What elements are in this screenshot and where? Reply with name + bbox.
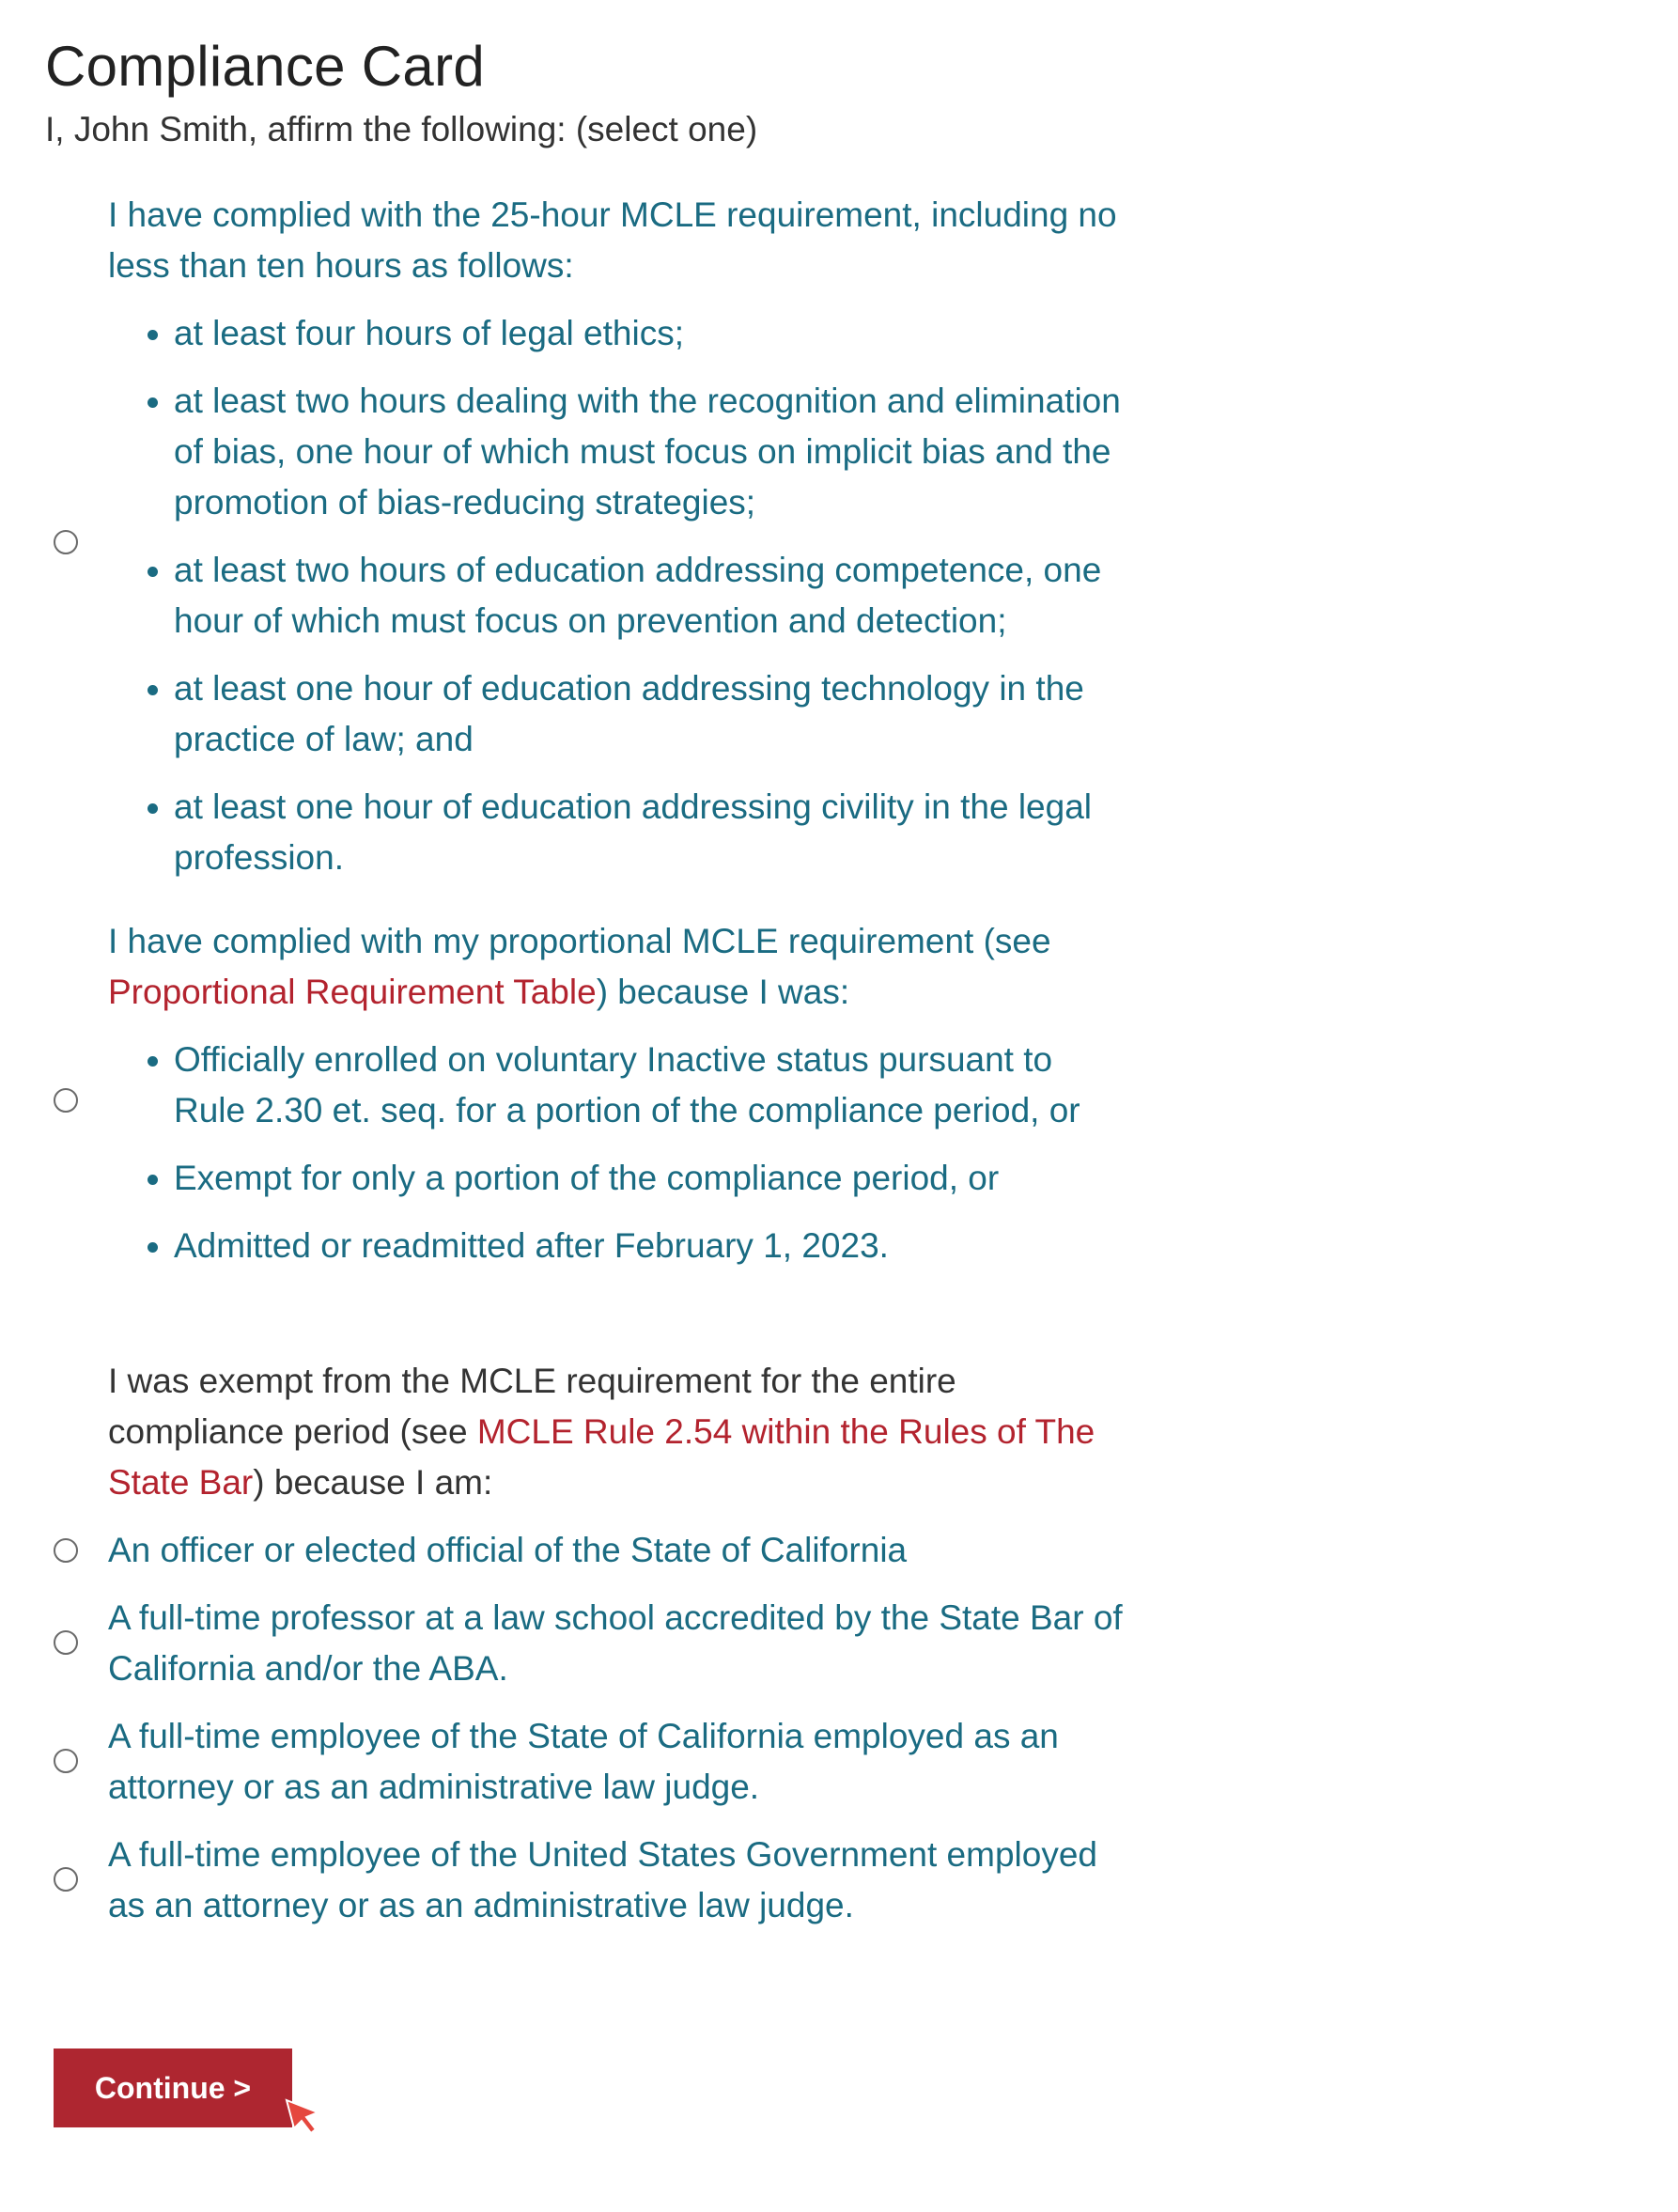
radio-exempt-state-employee[interactable] (54, 1749, 78, 1773)
radio-proportional-compliance[interactable] (54, 1088, 78, 1113)
list-item: at least two hours dealing with the recognition and elimination of bias, one hour of which must focus on implicit bias and the promotion of bias-reducing strategies; (174, 376, 1123, 528)
radio-exempt-federal-employee[interactable] (54, 1867, 78, 1892)
intro-text: I have complied with my proportional MCLE requirement (see (108, 922, 1051, 960)
option-proportional-compliance[interactable] (108, 916, 1123, 1271)
list-item: Officially enrolled on voluntary Inactive status pursuant to Rule 2.30 et. seq. for a portion of the compliance period, or (174, 1035, 1123, 1136)
exempt-intro-text-end: ) because I am: (253, 1463, 493, 1502)
radio-exempt-officer[interactable] (54, 1538, 78, 1563)
list-item: Exempt for only a portion of the compliance period, or (174, 1153, 1123, 1204)
full-compliance-list (174, 308, 1123, 883)
list-item: at least one hour of education addressing technology in the practice of law; and (174, 663, 1123, 765)
intro-text-end: ) because I was: (596, 973, 850, 1011)
mcle-rule-link[interactable]: MCLE Rule 2.54 within the Rules of The State Bar (108, 1412, 1095, 1502)
option-exempt-officer[interactable]: An officer or elected official of the State of California (108, 1531, 908, 1569)
exempt-intro (108, 1356, 1123, 1508)
proportional-requirement-table-link[interactable]: Proportional Requirement Table (108, 973, 597, 1011)
continue-button[interactable]: Continue > (54, 2048, 292, 2127)
mouse-cursor-icon (284, 2097, 327, 2139)
list-item: at least four hours of legal ethics; (174, 308, 1123, 359)
option-proportional-intro (108, 916, 1123, 1018)
option-exempt-professor[interactable]: A full-time professor at a law school accredited by the State Bar of California and/or the ABA. (108, 1598, 1123, 1688)
radio-exempt-professor[interactable] (54, 1630, 78, 1655)
option-full-compliance-intro: I have complied with the 25-hour MCLE requirement, including no less than ten hours as follows: (108, 195, 1117, 285)
exempt-intro-text: I was exempt from the MCLE requirement for the entire compliance period (see (108, 1362, 956, 1451)
list-item: at least one hour of education addressing civility in the legal profession. (174, 782, 1123, 883)
option-exempt-state-employee[interactable]: A full-time employee of the State of California employed as an attorney or as an administrative law judge. (108, 1717, 1059, 1806)
list-item: at least two hours of education addressing competence, one hour of which must focus on prevention and detection; (174, 545, 1123, 646)
proportional-list (174, 1035, 1123, 1271)
page-title: Compliance Card (45, 35, 486, 98)
list-item: Admitted or readmitted after February 1, 2023. (174, 1221, 1123, 1271)
affirmation-text: I, John Smith, affirm the following: (select one) (45, 110, 758, 148)
radio-full-compliance[interactable] (54, 530, 78, 554)
option-exempt-federal-employee[interactable]: A full-time employee of the United States Government employed as an attorney or as an administrative law judge. (108, 1835, 1097, 1924)
option-full-compliance[interactable] (108, 190, 1123, 883)
